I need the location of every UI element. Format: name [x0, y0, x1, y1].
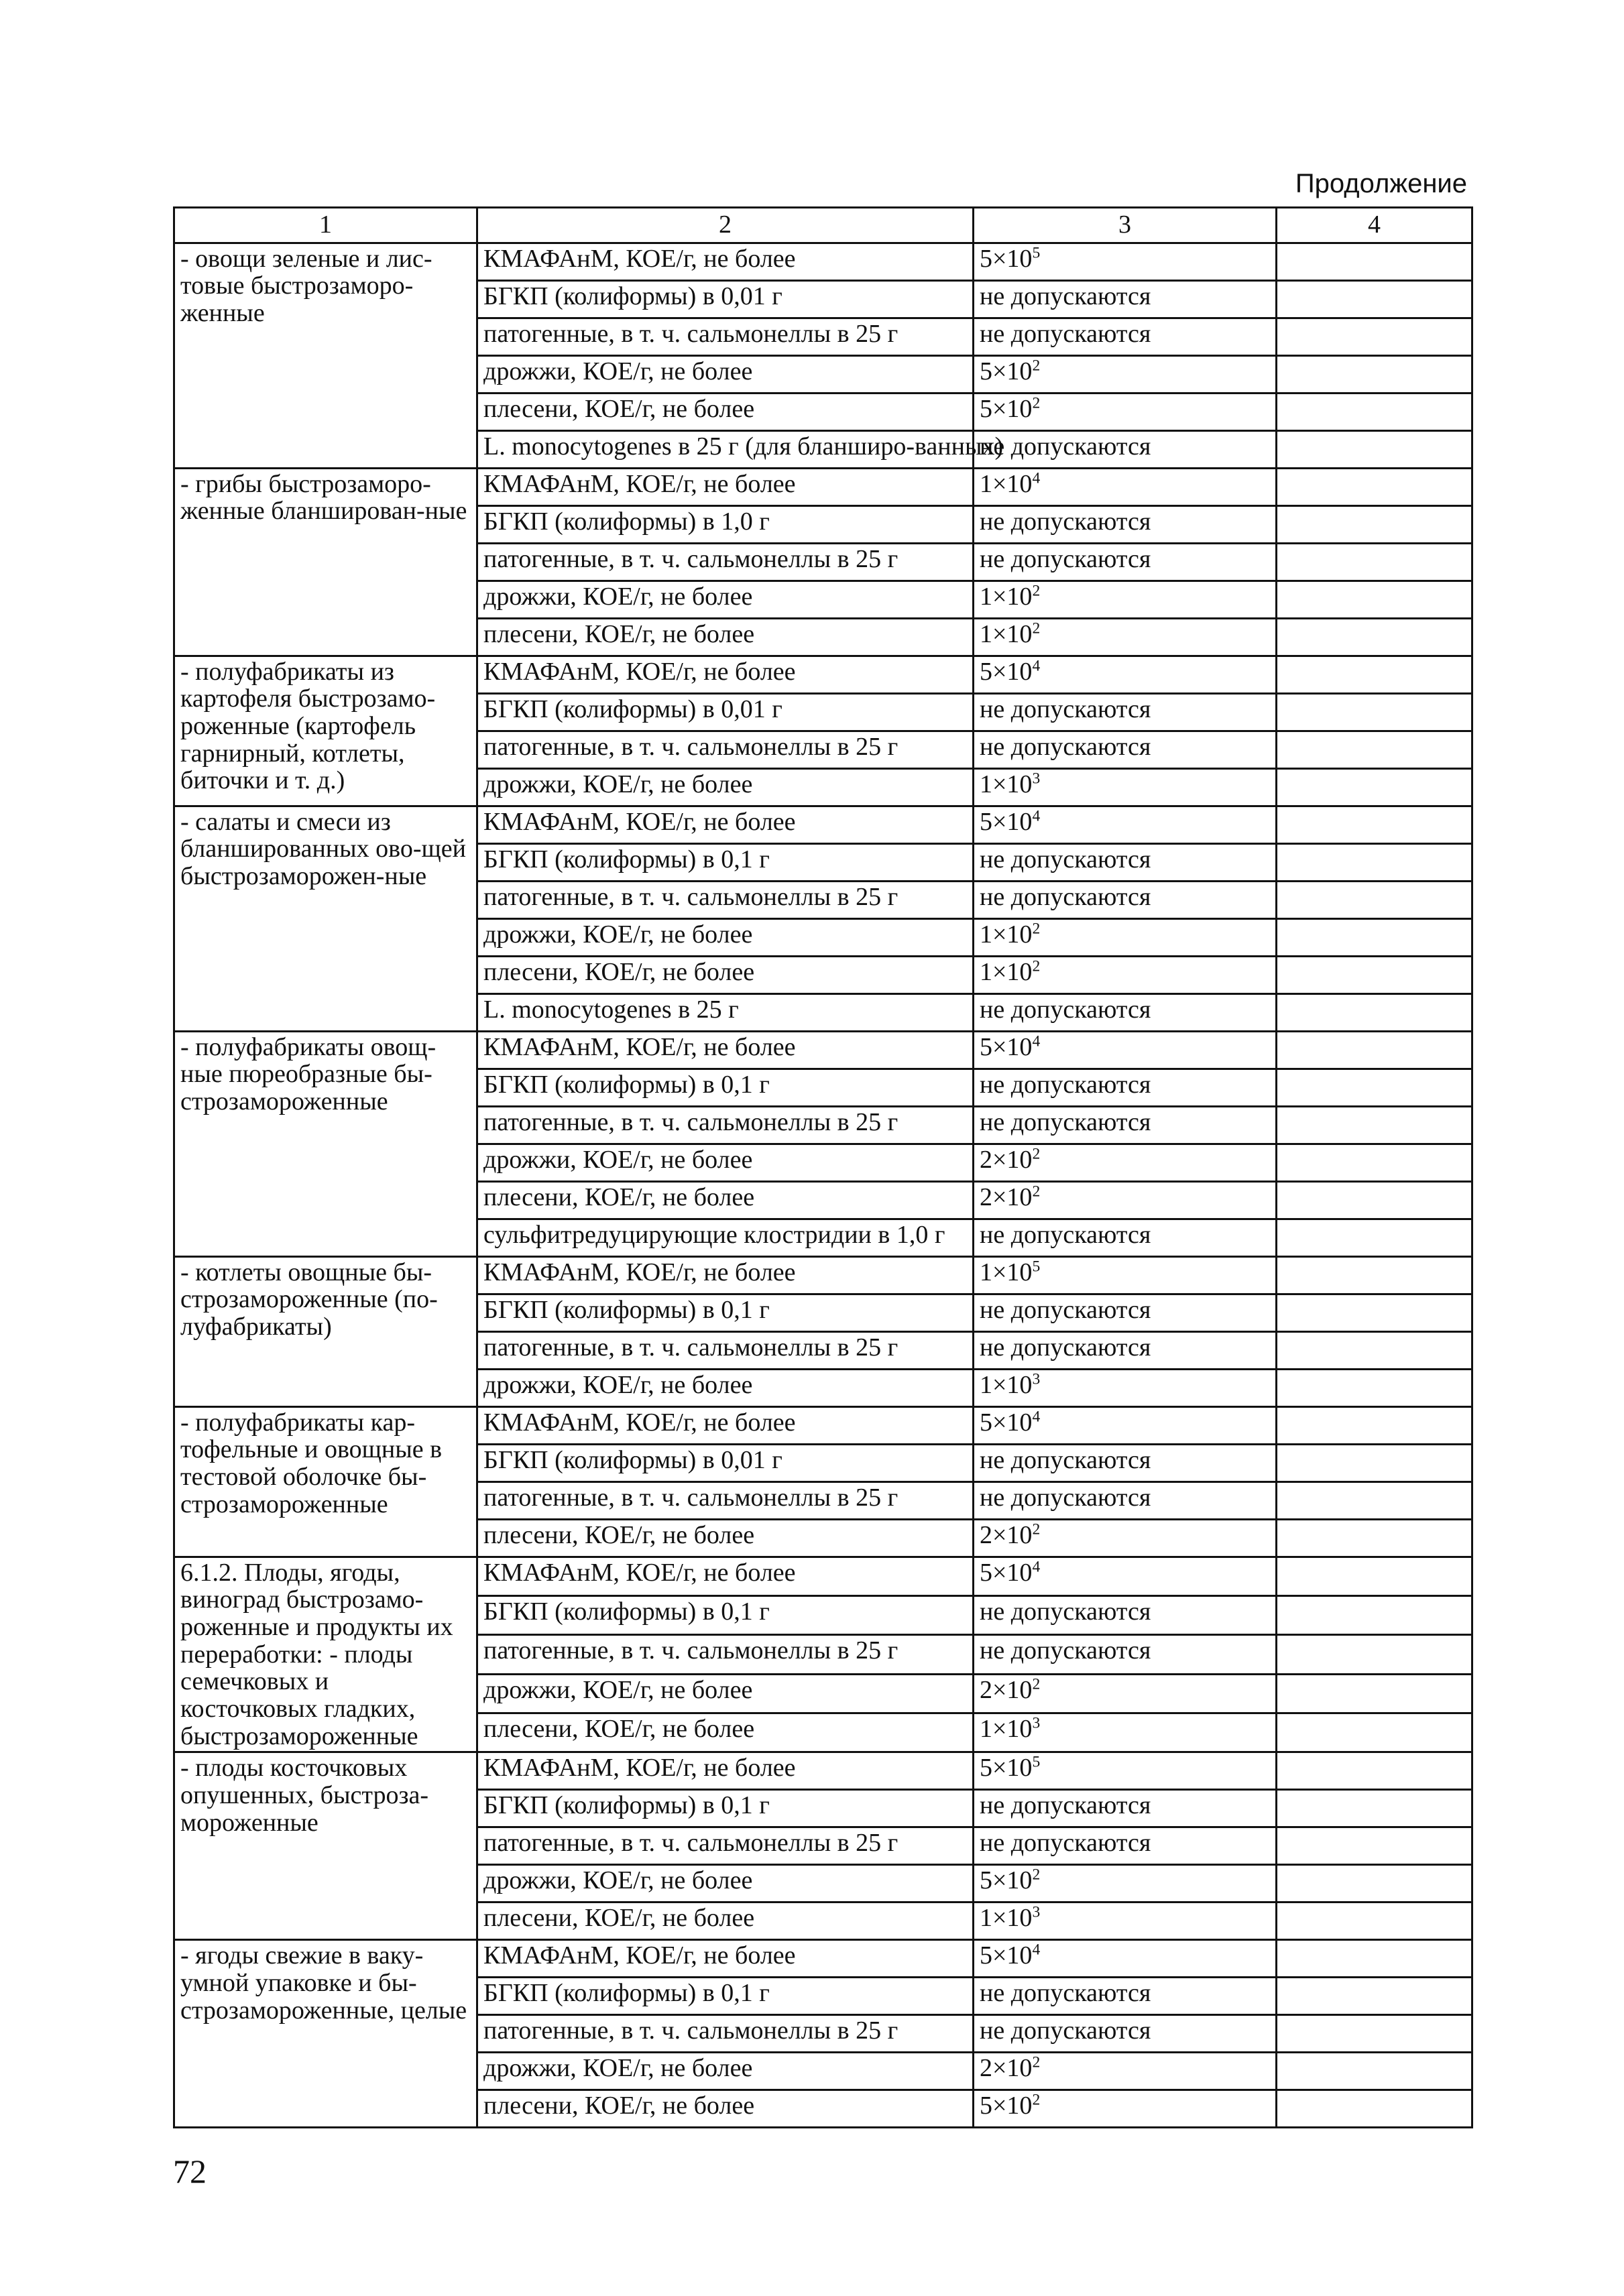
norm-cell: [974, 393, 1277, 430]
indicator-cell: патогенные, в т. ч. сальмонеллы в 25 г: [477, 1635, 974, 1674]
indicator-cell: БГКП (колиформы) в 0,1 г: [477, 1596, 974, 1635]
norm-value: 5×10: [980, 1032, 1033, 1061]
column-4-cell: [1277, 1144, 1472, 1181]
norm-cell: [974, 618, 1277, 656]
header-cell-2: 2: [477, 208, 974, 243]
column-4-cell: [1277, 1294, 1472, 1331]
table-body: [174, 208, 1472, 2128]
indicator-cell: L. monocytogenes в 25 г: [477, 993, 974, 1031]
norm-value: не допускаются: [980, 507, 1151, 536]
indicator-cell: сульфитредуцирующие клостридии в 1,0 г: [477, 1219, 974, 1256]
norm-value: 2×10: [980, 1145, 1033, 1174]
indicator-cell: дрожжи, КОЕ/г, не более: [477, 1674, 974, 1713]
indicator-cell: КМАФАнМ, КОЕ/г, не более: [477, 1406, 974, 1444]
indicator-cell: L. monocytogenes в 25 г (для бланширо-ванных): [477, 430, 974, 468]
indicator-cell: дрожжи, КОЕ/г, не более: [477, 355, 974, 393]
indicator-cell: патогенные, в т. ч. сальмонеллы в 25 г: [477, 1482, 974, 1519]
norm-value: 1×10: [980, 920, 1033, 949]
norm-value: не допускаются: [980, 1107, 1151, 1136]
norm-value: 5×10: [980, 1866, 1033, 1895]
indicator-cell: дрожжи, КОЕ/г, не более: [477, 918, 974, 956]
indicator-cell: патогенные, в т. ч. сальмонеллы в 25 г: [477, 1331, 974, 1369]
column-4-cell: [1277, 768, 1472, 806]
column-4-cell: [1277, 618, 1472, 656]
norm-value: 5×10: [980, 807, 1033, 836]
norm-value: не допускаются: [980, 995, 1151, 1024]
norm-cell: [974, 693, 1277, 731]
norm-cell: [974, 881, 1277, 918]
norm-value: не допускаются: [980, 1220, 1151, 1249]
norm-exponent: 3: [1032, 1714, 1041, 1732]
column-4-cell: [1277, 1482, 1472, 1519]
indicator-cell: КМАФАнМ, КОЕ/г, не более: [477, 1557, 974, 1595]
column-4-cell: [1277, 731, 1472, 768]
column-4-cell: [1277, 1674, 1472, 1713]
norm-value: не допускаются: [980, 1445, 1151, 1474]
column-4-cell: [1277, 1331, 1472, 1369]
norm-cell: [974, 918, 1277, 956]
column-4-cell: [1277, 1635, 1472, 1674]
norm-cell: [974, 1069, 1277, 1106]
product-cell: - ягоды свежие в ваку-умной упаковке и бы-строзамороженные, целые: [174, 1940, 477, 2128]
norm-value: 5×10: [980, 244, 1033, 273]
norm-cell: [974, 1902, 1277, 1940]
column-4-cell: [1277, 1978, 1472, 2015]
indicator-cell: патогенные, в т. ч. сальмонеллы в 25 г: [477, 881, 974, 918]
indicator-cell: патогенные, в т. ч. сальмонеллы в 25 г: [477, 543, 974, 581]
norm-value: не допускаются: [980, 1791, 1151, 1820]
indicator-cell: плесени, КОЕ/г, не более: [477, 2090, 974, 2128]
norm-value: не допускаются: [980, 1597, 1151, 1626]
norm-cell: [974, 1369, 1277, 1406]
column-4-cell: [1277, 1219, 1472, 1256]
indicator-cell: КМАФАнМ, КОЕ/г, не более: [477, 806, 974, 843]
norm-value: не допускаются: [980, 2016, 1151, 2045]
column-4-cell: [1277, 1596, 1472, 1635]
norm-value: 5×10: [980, 1754, 1033, 1783]
norm-value: не допускаются: [980, 282, 1151, 310]
indicator-cell: БГКП (колиформы) в 0,01 г: [477, 693, 974, 731]
column-4-cell: [1277, 806, 1472, 843]
column-4-cell: [1277, 1256, 1472, 1294]
header-row: [174, 208, 1472, 243]
column-4-cell: [1277, 1790, 1472, 1827]
norm-exponent: 4: [1032, 1941, 1041, 1959]
indicator-cell: патогенные, в т. ч. сальмонеллы в 25 г: [477, 2015, 974, 2053]
table-row: [174, 1940, 1472, 1978]
norm-exponent: 2: [1032, 1866, 1041, 1884]
norm-value: 5×10: [980, 1408, 1033, 1437]
norm-cell: [974, 355, 1277, 393]
norm-cell: [974, 1219, 1277, 1256]
table-row: [174, 468, 1472, 505]
norm-value: не допускаются: [980, 1636, 1151, 1665]
column-4-cell: [1277, 1106, 1472, 1144]
norm-cell: [974, 543, 1277, 581]
norm-cell: [974, 2090, 1277, 2128]
norm-cell: [974, 1790, 1277, 1827]
norm-exponent: 5: [1032, 1753, 1041, 1771]
column-4-cell: [1277, 693, 1472, 731]
norm-exponent: 2: [1032, 957, 1041, 975]
norm-value: 5×10: [980, 1941, 1033, 1970]
indicator-cell: КМАФАнМ, КОЕ/г, не более: [477, 1940, 974, 1978]
norm-value: не допускаются: [980, 694, 1151, 723]
norm-exponent: 2: [1032, 1183, 1041, 1201]
indicator-cell: патогенные, в т. ч. сальмонеллы в 25 г: [477, 318, 974, 355]
norm-cell: [974, 806, 1277, 843]
norm-cell: [974, 656, 1277, 693]
norm-value: не допускаются: [980, 1333, 1151, 1362]
norm-exponent: 4: [1032, 657, 1041, 675]
norm-value: 5×10: [980, 1558, 1033, 1587]
norm-exponent: 3: [1032, 770, 1041, 788]
norm-cell: [974, 1978, 1277, 2015]
indicator-cell: плесени, КОЕ/г, не более: [477, 1519, 974, 1557]
norm-exponent: 2: [1032, 2053, 1041, 2071]
norm-exponent: 4: [1032, 1558, 1041, 1576]
indicator-cell: плесени, КОЕ/г, не более: [477, 1902, 974, 1940]
column-4-cell: [1277, 2053, 1472, 2090]
norm-value: 5×10: [980, 357, 1033, 385]
header-cell-1: 1: [174, 208, 477, 243]
norm-value: не допускаются: [980, 432, 1151, 461]
product-cell: - котлеты овощные бы-строзамороженные (по-луфабрикаты): [174, 1256, 477, 1406]
norm-cell: [974, 430, 1277, 468]
norm-exponent: 3: [1032, 1903, 1041, 1921]
indicator-cell: БГКП (колиформы) в 1,0 г: [477, 505, 974, 543]
table-row: [174, 806, 1472, 843]
norm-value: не допускаются: [980, 1295, 1151, 1324]
column-4-cell: [1277, 1713, 1472, 1752]
column-4-cell: [1277, 318, 1472, 355]
norm-value: 1×10: [980, 770, 1033, 798]
norm-exponent: 2: [1032, 394, 1041, 412]
column-4-cell: [1277, 1752, 1472, 1790]
norm-value: не допускаются: [980, 845, 1151, 873]
column-4-cell: [1277, 1865, 1472, 1902]
norm-value: 2×10: [980, 1520, 1033, 1549]
norm-cell: [974, 731, 1277, 768]
norm-value: не допускаются: [980, 1070, 1151, 1099]
norm-cell: [974, 1596, 1277, 1635]
continuation-label: Продолжение: [1295, 169, 1467, 198]
column-4-cell: [1277, 1519, 1472, 1557]
norm-value: 1×10: [980, 1258, 1033, 1286]
norm-exponent: 2: [1032, 920, 1041, 938]
column-4-cell: [1277, 1902, 1472, 1940]
norm-cell: [974, 1674, 1277, 1713]
norm-value: 1×10: [980, 1715, 1033, 1744]
norm-exponent: 4: [1032, 1032, 1041, 1050]
norm-exponent: 2: [1032, 582, 1041, 600]
norm-exponent: 4: [1032, 469, 1041, 487]
norm-cell: [974, 1031, 1277, 1069]
indicator-cell: патогенные, в т. ч. сальмонеллы в 25 г: [477, 731, 974, 768]
norm-exponent: 3: [1032, 1370, 1041, 1388]
product-cell: 6.1.2. Плоды, ягоды, виноград быстрозамо-роженные и продукты их переработки: - плоды семечковых и косточковых гладких, быстрозамороженные: [174, 1557, 477, 1752]
column-4-cell: [1277, 2090, 1472, 2128]
norm-exponent: 4: [1032, 807, 1041, 825]
column-4-cell: [1277, 1827, 1472, 1865]
indicator-cell: КМАФАнМ, КОЕ/г, не более: [477, 1256, 974, 1294]
norm-value: 2×10: [980, 1183, 1033, 1211]
product-cell: - полуфабрикаты из картофеля быстрозамо-роженные (картофель гарнирный, котлеты, биточки и т. д.): [174, 656, 477, 806]
norm-value: 1×10: [980, 582, 1033, 611]
norm-cell: [974, 1940, 1277, 1978]
norm-cell: [974, 1752, 1277, 1790]
indicator-cell: БГКП (колиформы) в 0,01 г: [477, 280, 974, 318]
norm-value: 1×10: [980, 619, 1033, 648]
norm-exponent: 2: [1032, 357, 1041, 375]
norm-cell: [974, 1482, 1277, 1519]
norm-value: не допускаются: [980, 319, 1151, 348]
norm-cell: [974, 468, 1277, 505]
indicator-cell: БГКП (колиформы) в 0,1 г: [477, 1294, 974, 1331]
column-4-cell: [1277, 656, 1472, 693]
column-4-cell: [1277, 2015, 1472, 2053]
column-4-cell: [1277, 430, 1472, 468]
column-4-cell: [1277, 243, 1472, 280]
microbiology-norms-table: [173, 206, 1473, 2128]
indicator-cell: плесени, КОЕ/г, не более: [477, 1713, 974, 1752]
norm-value: не допускаются: [980, 1979, 1151, 2008]
column-4-cell: [1277, 1031, 1472, 1069]
norm-exponent: 5: [1032, 1258, 1041, 1276]
norm-exponent: 2: [1032, 2091, 1041, 2109]
table-row: [174, 656, 1472, 693]
indicator-cell: плесени, КОЕ/г, не более: [477, 956, 974, 993]
norm-cell: [974, 1294, 1277, 1331]
column-4-cell: [1277, 280, 1472, 318]
header-cell-4: 4: [1277, 208, 1472, 243]
column-4-cell: [1277, 1181, 1472, 1219]
indicator-cell: дрожжи, КОЕ/г, не более: [477, 1865, 974, 1902]
norm-exponent: 4: [1032, 1408, 1041, 1426]
norm-cell: [974, 768, 1277, 806]
norm-cell: [974, 1144, 1277, 1181]
norm-cell: [974, 1713, 1277, 1752]
norm-value: 1×10: [980, 1904, 1033, 1933]
norm-cell: [974, 1444, 1277, 1482]
norm-exponent: 5: [1032, 244, 1041, 262]
norm-value: 5×10: [980, 657, 1033, 686]
norm-cell: [974, 1557, 1277, 1595]
norm-cell: [974, 843, 1277, 881]
column-4-cell: [1277, 1557, 1472, 1595]
indicator-cell: БГКП (колиформы) в 0,01 г: [477, 1444, 974, 1482]
indicator-cell: дрожжи, КОЕ/г, не более: [477, 1144, 974, 1181]
indicator-cell: КМАФАнМ, КОЕ/г, не более: [477, 1031, 974, 1069]
indicator-cell: плесени, КОЕ/г, не более: [477, 393, 974, 430]
norm-cell: [974, 505, 1277, 543]
norm-value: не допускаются: [980, 882, 1151, 911]
indicator-cell: КМАФАнМ, КОЕ/г, не более: [477, 468, 974, 505]
norm-cell: [974, 2053, 1277, 2090]
table-row: [174, 1031, 1472, 1069]
norm-value: 2×10: [980, 1675, 1033, 1704]
indicator-cell: КМАФАнМ, КОЕ/г, не более: [477, 243, 974, 280]
norm-cell: [974, 1865, 1277, 1902]
indicator-cell: БГКП (колиформы) в 0,1 г: [477, 843, 974, 881]
indicator-cell: плесени, КОЕ/г, не более: [477, 618, 974, 656]
norm-cell: [974, 280, 1277, 318]
norm-cell: [974, 956, 1277, 993]
norm-cell: [974, 1635, 1277, 1674]
column-4-cell: [1277, 918, 1472, 956]
column-4-cell: [1277, 468, 1472, 505]
column-4-cell: [1277, 993, 1472, 1031]
norm-cell: [974, 1256, 1277, 1294]
norm-value: не допускаются: [980, 1829, 1151, 1858]
indicator-cell: БГКП (колиформы) в 0,1 г: [477, 1790, 974, 1827]
indicator-cell: дрожжи, КОЕ/г, не более: [477, 2053, 974, 2090]
norm-cell: [974, 1181, 1277, 1219]
norm-value: не допускаются: [980, 544, 1151, 573]
table-row: [174, 1752, 1472, 1790]
norm-cell: [974, 993, 1277, 1031]
column-4-cell: [1277, 505, 1472, 543]
norm-cell: [974, 1331, 1277, 1369]
norm-cell: [974, 318, 1277, 355]
norm-cell: [974, 1406, 1277, 1444]
column-4-cell: [1277, 543, 1472, 581]
indicator-cell: патогенные, в т. ч. сальмонеллы в 25 г: [477, 1106, 974, 1144]
column-4-cell: [1277, 393, 1472, 430]
norm-value: не допускаются: [980, 732, 1151, 761]
product-cell: - овощи зеленые и лис-товые быстрозаморо-женные: [174, 243, 477, 468]
norm-exponent: 2: [1032, 1520, 1041, 1538]
norm-cell: [974, 1106, 1277, 1144]
indicator-cell: дрожжи, КОЕ/г, не более: [477, 581, 974, 618]
indicator-cell: КМАФАнМ, КОЕ/г, не более: [477, 1752, 974, 1790]
product-cell: - плоды косточковых опушенных, быстроза-мороженные: [174, 1752, 477, 1940]
column-4-cell: [1277, 1069, 1472, 1106]
table-row: [174, 1557, 1472, 1595]
norm-cell: [974, 1827, 1277, 1865]
product-cell: - полуфабрикаты овощ-ные пюреобразные бы-строзамороженные: [174, 1031, 477, 1256]
table-row: [174, 243, 1472, 280]
column-4-cell: [1277, 1406, 1472, 1444]
indicator-cell: КМАФАнМ, КОЕ/г, не более: [477, 656, 974, 693]
norm-cell: [974, 581, 1277, 618]
norm-value: 1×10: [980, 1370, 1033, 1399]
column-4-cell: [1277, 881, 1472, 918]
table-row: [174, 1256, 1472, 1294]
norm-value: не допускаются: [980, 1483, 1151, 1512]
norm-value: 5×10: [980, 2092, 1033, 2120]
indicator-cell: дрожжи, КОЕ/г, не более: [477, 1369, 974, 1406]
indicator-cell: патогенные, в т. ч. сальмонеллы в 25 г: [477, 1827, 974, 1865]
column-4-cell: [1277, 1444, 1472, 1482]
norm-value: 5×10: [980, 394, 1033, 423]
page-number: 72: [173, 2153, 207, 2190]
norm-cell: [974, 243, 1277, 280]
norm-exponent: 2: [1032, 1675, 1041, 1693]
header-cell-3: 3: [974, 208, 1277, 243]
indicator-cell: плесени, КОЕ/г, не более: [477, 1181, 974, 1219]
column-4-cell: [1277, 956, 1472, 993]
column-4-cell: [1277, 1940, 1472, 1978]
norm-value: 1×10: [980, 469, 1033, 498]
product-cell: - грибы быстрозаморо-женные бланширован-ные: [174, 468, 477, 656]
column-4-cell: [1277, 355, 1472, 393]
column-4-cell: [1277, 843, 1472, 881]
indicator-cell: БГКП (колиформы) в 0,1 г: [477, 1978, 974, 2015]
norm-exponent: 2: [1032, 1145, 1041, 1163]
norm-value: 1×10: [980, 957, 1033, 986]
indicator-cell: дрожжи, КОЕ/г, не более: [477, 768, 974, 806]
norm-cell: [974, 1519, 1277, 1557]
product-cell: - салаты и смеси из бланшированных ово-щей быстрозаморожен-ные: [174, 806, 477, 1031]
column-4-cell: [1277, 581, 1472, 618]
column-4-cell: [1277, 1369, 1472, 1406]
product-cell: - полуфабрикаты кар-тофельные и овощные в тестовой оболочке бы-строзамороженные: [174, 1406, 477, 1557]
norm-value: 2×10: [980, 2054, 1033, 2083]
table-row: [174, 1406, 1472, 1444]
norm-cell: [974, 2015, 1277, 2053]
norm-exponent: 2: [1032, 619, 1041, 638]
indicator-cell: БГКП (колиформы) в 0,1 г: [477, 1069, 974, 1106]
